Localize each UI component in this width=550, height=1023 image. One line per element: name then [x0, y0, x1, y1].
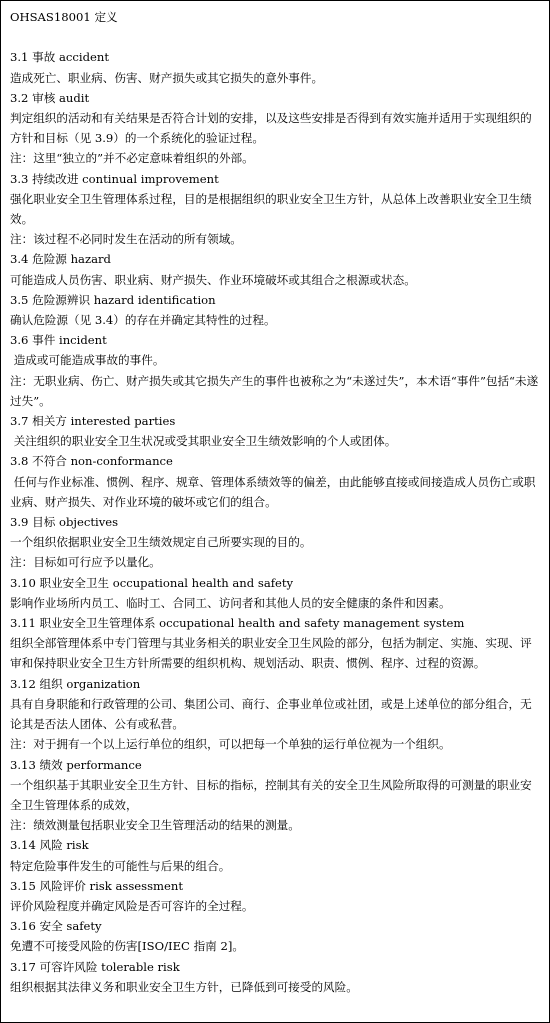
definition-note: 注：这里“独立的”并不必定意味着组织的外部。 — [10, 151, 254, 166]
definition-heading: 3.7 相关方 interested parties — [10, 414, 176, 429]
definition-entry — [10, 674, 542, 755]
definition-heading: 3.16 安全 safety — [10, 919, 102, 934]
definition-text: 造成死亡、职业病、伤害、财产损失或其它损失的意外事件。 — [10, 70, 324, 85]
definition-text: 免遭不可接受风险的伤害[ISO/IEC 指南 2]。 — [10, 939, 244, 954]
definition-entry — [10, 451, 542, 512]
definition-heading: 3.14 风险 risk — [10, 838, 89, 853]
definition-entry — [10, 957, 542, 997]
definition-heading: 3.3 持续改进 continual improvement — [10, 171, 219, 186]
definition-note: 注：对于拥有一个以上运行单位的组织，可以把每一个单独的运行单位视为一个组织。 — [10, 737, 451, 752]
definition-entry — [10, 330, 542, 411]
definition-text: 任何与作业标准、惯例、程序、规章、管理体系绩效等的偏差，由此能够直接或间接造成人员伤亡或职业病、财产损失、对作业环境的破坏或它们的组合。 — [10, 474, 536, 509]
definition-entry — [10, 835, 542, 875]
definition-heading: 3.2 审核 audit — [10, 90, 90, 105]
definition-text: 强化职业安全卫生管理体系过程，目的是根据组织的职业安全卫生方针，从总体上改善职业安全卫生绩效。 — [10, 191, 532, 227]
definition-note: 注：该过程不必同时发生在活动的所有领域。 — [10, 232, 242, 247]
definition-text: 一个组织基于其职业安全卫生方针、目标的指标，控制其有关的安全卫生风险所取得的可测量的职业安全卫生管理体系的成效， — [10, 777, 532, 812]
definition-text: 影响作业场所内员工、临时工、合同工、访问者和其他人员的安全健康的条件和因素。 — [10, 595, 451, 610]
definition-entry — [10, 47, 542, 87]
definition-entry — [10, 512, 542, 573]
definition-heading: 3.12 组织 organization — [10, 676, 141, 691]
definition-heading: 3.11 职业安全卫生管理体系 occupational health and safety management system — [10, 616, 465, 631]
definition-heading: 3.5 危险源辨识 hazard identification — [10, 292, 216, 307]
definition-entry — [10, 876, 542, 916]
definition-heading: 3.17 可容许风险 tolerable risk — [10, 959, 180, 974]
document-title: OHSAS18001 定义 — [10, 10, 118, 24]
definition-heading: 3.15 风险评价 risk assessment — [10, 878, 184, 893]
definition-text: 一个组织依据职业安全卫生绩效规定自己所要实现的目的。 — [10, 535, 312, 550]
definition-note: 注：无职业病、伤亡、财产损失或其它损失产生的事件也被称之为“未遂过失”，本术语“事件”包括“未遂过失”。 — [10, 373, 539, 408]
definition-entry — [10, 290, 542, 330]
definition-text: 评价风险程度并确定风险是否可容许的全过程。 — [10, 898, 254, 913]
definition-entry — [10, 169, 542, 250]
definition-text: 关注组织的职业安全卫生状况或受其职业安全卫生绩效影响的个人或团体。 — [10, 434, 397, 449]
definition-entry — [10, 88, 542, 169]
definition-text: 可能造成人员伤害、职业病、财产损失、作业环境破坏或其组合之根源或状态。 — [10, 272, 416, 287]
definition-entry — [10, 916, 542, 956]
definition-entry — [10, 249, 542, 289]
definition-note: 注：绩效测量包括职业安全卫生管理活动的结果的测量。 — [10, 818, 300, 833]
definition-entry — [10, 573, 542, 613]
definition-entry — [10, 755, 542, 836]
definition-heading: 3.13 绩效 performance — [10, 757, 142, 772]
definition-text: 组织根据其法律义务和职业安全卫生方针，已降低到可接受的风险。 — [10, 979, 358, 994]
definition-heading: 3.9 目标 objectives — [10, 515, 119, 530]
definition-text: 组织全部管理体系中专门管理与其业务相关的职业安全卫生风险的部分，包括为制定、实施、实现、评审和保持职业安全卫生方针所需要的组织机构、规划活动、职责、惯例、程序、过程的资源。 — [10, 636, 532, 671]
definition-text: 具有自身职能和行政管理的公司、集团公司、商行、企事业单位或社团，或是上述单位的部分组合，无论其是否法人团体、公有或私营。 — [10, 696, 532, 732]
definition-heading: 3.10 职业安全卫生 occupational health and safety — [10, 575, 294, 590]
definition-entry — [10, 411, 542, 451]
definitions-list — [10, 47, 542, 997]
definition-text: 确认危险源（见 3.4）的存在并确定其特性的过程。 — [10, 313, 276, 328]
definition-text: 判定组织的活动和有关结果是否符合计划的安排，以及这些安排是否得到有效实施并适用于实现组织的方针和目标（见 3.9）的一个系统化的验证过程。 — [10, 111, 532, 146]
definition-heading: 3.6 事件 incident — [10, 333, 107, 348]
definition-heading: 3.1 事故 accident — [10, 50, 110, 65]
definition-text: 造成或可能造成事故的事件。 — [10, 353, 165, 368]
definition-text: 特定危险事件发生的可能性与后果的组合。 — [10, 858, 231, 873]
definition-entry — [10, 613, 542, 674]
definition-note: 注：目标如可行应予以量化。 — [10, 555, 161, 570]
definition-heading: 3.4 危险源 hazard — [10, 252, 111, 267]
definition-heading: 3.8 不符合 non-conformance — [10, 454, 173, 469]
